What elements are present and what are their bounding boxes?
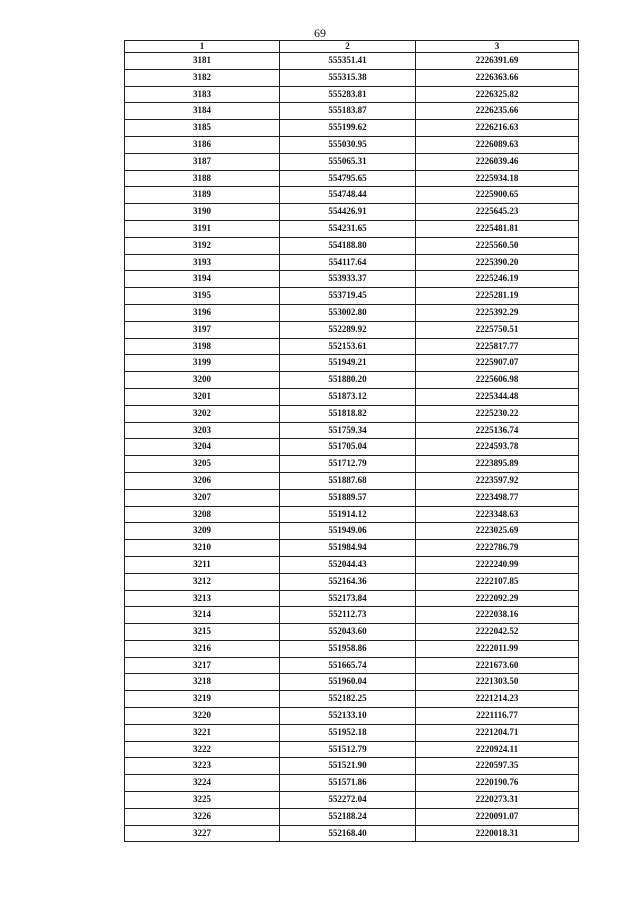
point-number-cell: 3214 [125,607,280,624]
y-coordinate-cell: 2220273.31 [416,792,579,809]
table-row [125,86,579,103]
y-coordinate-cell: 2222107.85 [416,573,579,590]
y-coordinate-cell: 2222011.99 [416,640,579,657]
page-number: 69 [314,26,326,40]
y-coordinate-cell: 2222786.79 [416,540,579,557]
point-number-cell: 3198 [125,338,280,355]
y-coordinate-cell: 2225246.19 [416,271,579,288]
x-coordinate-cell: 552112.73 [280,607,416,624]
point-number-cell: 3203 [125,422,280,439]
y-coordinate-cell: 2220091.07 [416,808,579,825]
x-coordinate-cell: 551889.57 [280,489,416,506]
y-coordinate-cell: 2221214.23 [416,691,579,708]
x-coordinate-cell: 551705.04 [280,439,416,456]
point-number-cell: 3189 [125,187,280,204]
point-number-cell: 3218 [125,674,280,691]
table-body [125,53,579,842]
table-row [125,607,579,624]
x-coordinate-cell: 555283.81 [280,86,416,103]
x-coordinate-cell: 552173.84 [280,590,416,607]
point-number-cell: 3227 [125,825,280,842]
y-coordinate-cell: 2225230.22 [416,405,579,422]
y-coordinate-cell: 2226325.82 [416,86,579,103]
table-row [125,792,579,809]
y-coordinate-cell: 2225645.23 [416,204,579,221]
x-coordinate-cell: 551984.94 [280,540,416,557]
x-coordinate-cell: 551521.90 [280,758,416,775]
x-coordinate-cell: 555199.62 [280,120,416,137]
point-number-cell: 3223 [125,758,280,775]
table-row [125,573,579,590]
point-number-cell: 3226 [125,808,280,825]
table-row [125,338,579,355]
x-coordinate-cell: 555351.41 [280,53,416,70]
x-coordinate-cell: 551512.79 [280,741,416,758]
table-row [125,120,579,137]
table-row [125,405,579,422]
table-row [125,724,579,741]
y-coordinate-cell: 2225934.18 [416,170,579,187]
table-row [125,708,579,725]
point-number-cell: 3205 [125,456,280,473]
table-row [125,640,579,657]
point-number-cell: 3209 [125,523,280,540]
table-row [125,288,579,305]
point-number-cell: 3187 [125,153,280,170]
table-row [125,775,579,792]
x-coordinate-cell: 551712.79 [280,456,416,473]
point-number-cell: 3220 [125,708,280,725]
point-number-cell: 3193 [125,254,280,271]
table-row [125,170,579,187]
y-coordinate-cell: 2226391.69 [416,53,579,70]
x-coordinate-cell: 555030.95 [280,136,416,153]
y-coordinate-cell: 2222092.29 [416,590,579,607]
table-row [125,758,579,775]
table-row [125,489,579,506]
table-row [125,472,579,489]
x-coordinate-cell: 554231.65 [280,220,416,237]
x-coordinate-cell: 552044.43 [280,556,416,573]
y-coordinate-cell: 2225344.48 [416,388,579,405]
x-coordinate-cell: 551949.06 [280,523,416,540]
column-header-1: 1 [125,41,280,53]
x-coordinate-cell: 555183.87 [280,103,416,120]
table-row [125,523,579,540]
x-coordinate-cell: 554426.91 [280,204,416,221]
y-coordinate-cell: 2221303.50 [416,674,579,691]
table-row [125,741,579,758]
column-header-2: 2 [280,41,416,53]
y-coordinate-cell: 2224593.78 [416,439,579,456]
y-coordinate-cell: 2222042.52 [416,624,579,641]
y-coordinate-cell: 2220018.31 [416,825,579,842]
y-coordinate-cell: 2223597.92 [416,472,579,489]
table-row [125,657,579,674]
y-coordinate-cell: 2221673.60 [416,657,579,674]
column-header-3: 3 [416,41,579,53]
y-coordinate-cell: 2225136.74 [416,422,579,439]
y-coordinate-cell: 2222038.16 [416,607,579,624]
x-coordinate-cell: 551949.21 [280,355,416,372]
x-coordinate-cell: 551759.34 [280,422,416,439]
y-coordinate-cell: 2225900.65 [416,187,579,204]
header-row [125,41,579,53]
y-coordinate-cell: 2225750.51 [416,321,579,338]
y-coordinate-cell: 2220190.76 [416,775,579,792]
x-coordinate-cell: 554117.64 [280,254,416,271]
y-coordinate-cell: 2220924.11 [416,741,579,758]
y-coordinate-cell: 2220597.35 [416,758,579,775]
y-coordinate-cell: 2225606.98 [416,372,579,389]
table-row [125,136,579,153]
y-coordinate-cell: 2225281.19 [416,288,579,305]
x-coordinate-cell: 551880.20 [280,372,416,389]
y-coordinate-cell: 2223348.63 [416,506,579,523]
point-number-cell: 3224 [125,775,280,792]
point-number-cell: 3192 [125,237,280,254]
point-number-cell: 3184 [125,103,280,120]
y-coordinate-cell: 2223025.69 [416,523,579,540]
x-coordinate-cell: 551952.18 [280,724,416,741]
x-coordinate-cell: 555315.38 [280,69,416,86]
point-number-cell: 3186 [125,136,280,153]
y-coordinate-cell: 2226363.66 [416,69,579,86]
table-row [125,506,579,523]
point-number-cell: 3185 [125,120,280,137]
table-row [125,372,579,389]
point-number-cell: 3206 [125,472,280,489]
table-row [125,254,579,271]
x-coordinate-cell: 553933.37 [280,271,416,288]
table-row [125,691,579,708]
table-row [125,304,579,321]
x-coordinate-cell: 551818.82 [280,405,416,422]
y-coordinate-cell: 2225481.81 [416,220,579,237]
point-number-cell: 3197 [125,321,280,338]
point-number-cell: 3208 [125,506,280,523]
point-number-cell: 3196 [125,304,280,321]
table-row [125,388,579,405]
table-row [125,103,579,120]
x-coordinate-cell: 554795.65 [280,170,416,187]
y-coordinate-cell: 2223498.77 [416,489,579,506]
y-coordinate-cell: 2223895.89 [416,456,579,473]
point-number-cell: 3221 [125,724,280,741]
y-coordinate-cell: 2221116.77 [416,708,579,725]
x-coordinate-cell: 551914.12 [280,506,416,523]
point-number-cell: 3183 [125,86,280,103]
x-coordinate-cell: 551571.86 [280,775,416,792]
point-number-cell: 3195 [125,288,280,305]
y-coordinate-cell: 2221204.71 [416,724,579,741]
x-coordinate-cell: 551958.86 [280,640,416,657]
point-number-cell: 3212 [125,573,280,590]
point-number-cell: 3191 [125,220,280,237]
table-row [125,422,579,439]
table-header [125,41,579,53]
x-coordinate-cell: 551873.12 [280,388,416,405]
table-row [125,69,579,86]
table-row [125,153,579,170]
table-row [125,355,579,372]
table-row [125,220,579,237]
x-coordinate-cell: 552182.25 [280,691,416,708]
y-coordinate-cell: 2225817.77 [416,338,579,355]
x-coordinate-cell: 553002.80 [280,304,416,321]
coordinates-table [124,40,579,842]
point-number-cell: 3202 [125,405,280,422]
table-row [125,53,579,70]
table-row [125,556,579,573]
point-number-cell: 3217 [125,657,280,674]
x-coordinate-cell: 554188.80 [280,237,416,254]
point-number-cell: 3219 [125,691,280,708]
y-coordinate-cell: 2222240.99 [416,556,579,573]
point-number-cell: 3182 [125,69,280,86]
y-coordinate-cell: 2226089.63 [416,136,579,153]
table-row [125,237,579,254]
y-coordinate-cell: 2226216.63 [416,120,579,137]
table-row [125,825,579,842]
point-number-cell: 3204 [125,439,280,456]
table-row [125,187,579,204]
x-coordinate-cell: 552272.04 [280,792,416,809]
y-coordinate-cell: 2225907.07 [416,355,579,372]
y-coordinate-cell: 2225392.29 [416,304,579,321]
table-row [125,808,579,825]
x-coordinate-cell: 552168.40 [280,825,416,842]
table-row [125,321,579,338]
x-coordinate-cell: 552164.36 [280,573,416,590]
x-coordinate-cell: 552133.10 [280,708,416,725]
point-number-cell: 3211 [125,556,280,573]
table-row [125,271,579,288]
table-row [125,540,579,557]
y-coordinate-cell: 2225390.20 [416,254,579,271]
table-row [125,674,579,691]
point-number-cell: 3200 [125,372,280,389]
point-number-cell: 3216 [125,640,280,657]
x-coordinate-cell: 553719.45 [280,288,416,305]
point-number-cell: 3207 [125,489,280,506]
point-number-cell: 3213 [125,590,280,607]
y-coordinate-cell: 2226039.46 [416,153,579,170]
y-coordinate-cell: 2225560.50 [416,237,579,254]
table-row [125,624,579,641]
x-coordinate-cell: 551887.68 [280,472,416,489]
x-coordinate-cell: 551960.04 [280,674,416,691]
x-coordinate-cell: 552289.92 [280,321,416,338]
x-coordinate-cell: 554748.44 [280,187,416,204]
y-coordinate-cell: 2226235.66 [416,103,579,120]
point-number-cell: 3199 [125,355,280,372]
point-number-cell: 3190 [125,204,280,221]
point-number-cell: 3210 [125,540,280,557]
point-number-cell: 3222 [125,741,280,758]
table-row [125,456,579,473]
point-number-cell: 3201 [125,388,280,405]
x-coordinate-cell: 552043.60 [280,624,416,641]
table-row [125,204,579,221]
x-coordinate-cell: 551665.74 [280,657,416,674]
point-number-cell: 3194 [125,271,280,288]
x-coordinate-cell: 555065.31 [280,153,416,170]
table-row [125,590,579,607]
table-row [125,439,579,456]
point-number-cell: 3188 [125,170,280,187]
x-coordinate-cell: 552153.61 [280,338,416,355]
point-number-cell: 3181 [125,53,280,70]
point-number-cell: 3215 [125,624,280,641]
x-coordinate-cell: 552188.24 [280,808,416,825]
point-number-cell: 3225 [125,792,280,809]
